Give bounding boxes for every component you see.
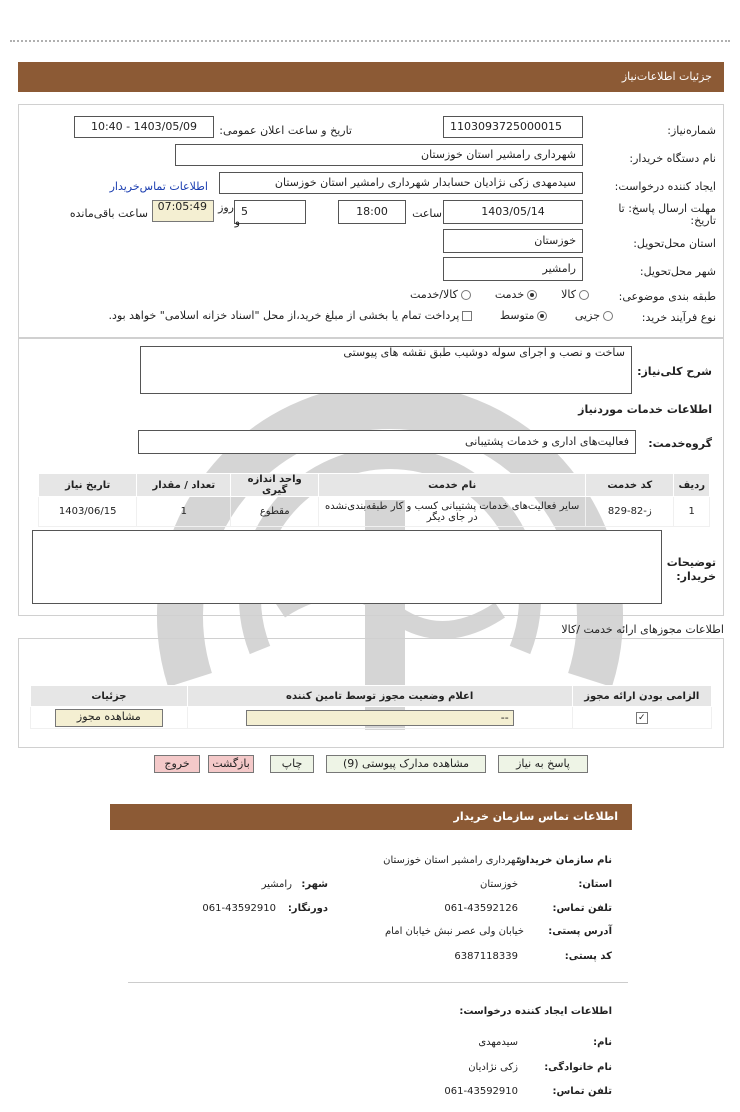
contact-province-label: استان: <box>578 879 612 890</box>
contact-address: خیابان ولی عصر نبش خیابان امام <box>384 926 524 937</box>
contact-postal: 6387118339 <box>454 951 518 962</box>
process-radio-group <box>109 309 616 322</box>
contact-address-label: آدرس پستی: <box>548 926 612 937</box>
city-label: شهر محل‌تحویل: <box>639 265 716 278</box>
permit-status-field[interactable]: -- <box>246 710 514 726</box>
days-field: 5 <box>234 200 306 224</box>
contact-city-label: شهر: <box>301 879 328 890</box>
province-label: استان محل‌تحویل: <box>633 237 716 250</box>
announce-label: تاریخ و ساعت اعلان عمومی: <box>219 124 352 137</box>
creator-name: سیدمهدی <box>478 1037 518 1048</box>
col-quantity: تعداد / مقدار <box>137 474 231 497</box>
days-and-label: و <box>234 215 240 228</box>
col-row: ردیف <box>674 474 710 497</box>
table-row <box>31 707 712 729</box>
creator-phone-label: تلفن تماس: <box>552 1086 612 1097</box>
permits-title: اطلاعات مجوزهای ارائه خدمت /کالا <box>561 623 724 636</box>
permit-status-cell <box>187 707 572 729</box>
need-number-field: 1103093725000015 <box>443 116 583 138</box>
category-option-service: خدمت <box>494 288 525 301</box>
print-button[interactable]: چاپ <box>270 755 314 773</box>
contact-org-label: نام سازمان خریدار: <box>516 855 612 866</box>
contact-header <box>110 804 632 830</box>
col-permit-status: اعلام وضعیت مجوز توسط تامین کننده <box>187 686 572 707</box>
creator-label: ایجاد کننده درخواست: <box>614 180 716 193</box>
deadline-label: مهلت ارسال پاسخ: تا <box>618 202 716 215</box>
reply-button[interactable]: پاسخ به نیاز <box>498 755 588 773</box>
category-option-goods-service: کالا/خدمت <box>410 288 458 301</box>
exit-button[interactable]: خروج <box>154 755 200 773</box>
deadline-time-field: 18:00 <box>338 200 406 224</box>
service-name: سایر فعالیت‌های خدمات پشتیبانی کسب و کار طبقه‌بندی‌نشده در جای دیگر <box>319 497 586 527</box>
row-number: 1 <box>674 497 710 527</box>
unit: مقطوع <box>231 497 319 527</box>
page-title: جزئیات اطلاعات‌نیاز <box>621 70 712 83</box>
treasury-payment-note: پرداخت تمام یا بخشی از مبلغ خرید،از محل "اسناد خزانه اسلامی" خواهد بود. <box>108 309 460 322</box>
services-title: اطلاعات خدمات موردنیاز <box>578 403 712 416</box>
creator-name-label: نام: <box>593 1037 612 1048</box>
service-group-field: فعالیت‌های اداری و خدمات پشتیبانی <box>138 430 636 454</box>
col-service-code: کد خدمت <box>586 474 674 497</box>
col-permit-required: الزامی بودن ارائه مجوز <box>572 686 711 707</box>
process-option-minor: جزیی <box>574 309 600 322</box>
table-row <box>39 497 710 527</box>
services-table <box>38 473 710 527</box>
creator-phone: 061-43592910 <box>444 1086 518 1097</box>
contact-title: اطلاعات تماس سازمان خریدار <box>453 810 618 823</box>
buyer-notes-field <box>32 530 662 604</box>
category-radio-service[interactable] <box>527 290 537 300</box>
announce-field: 1403/05/09 - 10:40 <box>74 116 214 138</box>
province-field: خوزستان <box>443 229 583 253</box>
buyer-contact-link[interactable]: اطلاعات تماس‌خریدار <box>109 180 208 193</box>
process-option-medium: متوسط <box>499 309 535 322</box>
deadline-date-field: 1403/05/14 <box>443 200 583 224</box>
time-label: ساعت <box>412 207 442 220</box>
category-radio-goods-service[interactable] <box>461 290 471 300</box>
process-radio-minor[interactable] <box>603 311 613 321</box>
category-radio-group <box>410 288 592 301</box>
contact-phone: 061-43592126 <box>444 903 518 914</box>
buyer-org-field: شهرداری رامشیر استان خوزستان <box>175 144 583 166</box>
city-field: رامشیر <box>443 257 583 281</box>
need-number-label: شماره‌نیاز: <box>667 124 716 137</box>
contact-divider <box>128 982 628 983</box>
creator-field: سیدمهدی زکی نژادیان حسابدار شهرداری رامشیر استان خوزستان <box>219 172 583 194</box>
category-label: طبقه بندی موضوعی: <box>618 290 716 303</box>
col-service-name: نام خدمت <box>319 474 586 497</box>
process-radio-medium[interactable] <box>537 311 547 321</box>
contact-postal-label: کد پستی: <box>564 951 612 962</box>
description-field: ساخت و نصب و اجرای سوله دوشیب طبق نقشه های پیوستی <box>140 346 632 394</box>
creator-family: زکی نژادیان <box>468 1062 518 1073</box>
category-radio-goods[interactable] <box>579 290 589 300</box>
treasury-payment-checkbox[interactable] <box>462 311 472 321</box>
category-option-goods: کالا <box>561 288 576 301</box>
permit-details-cell <box>31 707 188 729</box>
description-label: شرح کلی‌نیاز: <box>637 365 712 378</box>
view-permit-button[interactable]: مشاهده مجوز <box>55 709 163 727</box>
attachments-button[interactable]: مشاهده مدارک پیوستی (9) <box>326 755 486 773</box>
col-unit: واحد اندازه گیری <box>231 474 319 497</box>
service-group-label: گروه‌خدمت: <box>648 437 712 450</box>
contact-city: رامشیر <box>261 879 292 890</box>
buyer-org-label: نام دستگاه خریدار: <box>629 152 716 165</box>
deadline-date-label: تاریخ: <box>690 214 716 227</box>
quantity: 1 <box>137 497 231 527</box>
contact-fax-label: دورنگار: <box>287 903 328 914</box>
remaining-time-field: 07:05:49 <box>152 200 214 222</box>
contact-org: شهرداری رامشیر استان خوزستان <box>383 855 524 866</box>
buyer-notes-label: توضیحات <box>666 556 716 569</box>
contact-phone-label: تلفن تماس: <box>552 903 612 914</box>
process-label: نوع فرآیند خرید: <box>641 311 716 324</box>
days-label: روز <box>218 201 234 214</box>
page-header <box>18 62 724 92</box>
top-divider <box>10 40 730 42</box>
back-button[interactable]: بازگشت <box>208 755 254 773</box>
creator-family-label: نام خانوادگی: <box>544 1062 612 1073</box>
permit-required-checkbox: ✓ <box>636 712 648 724</box>
col-permit-details: جزئیات <box>31 686 188 707</box>
buyer-notes-label-2: خریدار: <box>676 570 716 583</box>
col-need-date: تاریخ نیاز <box>39 474 137 497</box>
service-code: ز-82-829 <box>586 497 674 527</box>
need-date: 1403/06/15 <box>39 497 137 527</box>
remaining-label: ساعت باقی‌مانده <box>69 207 148 220</box>
contact-province: خوزستان <box>480 879 518 890</box>
creator-info-title: اطلاعات ایجاد کننده درخواست: <box>459 1006 612 1017</box>
permit-required-cell <box>572 707 711 729</box>
contact-fax: 061-43592910 <box>202 903 276 914</box>
permits-table <box>30 685 712 729</box>
